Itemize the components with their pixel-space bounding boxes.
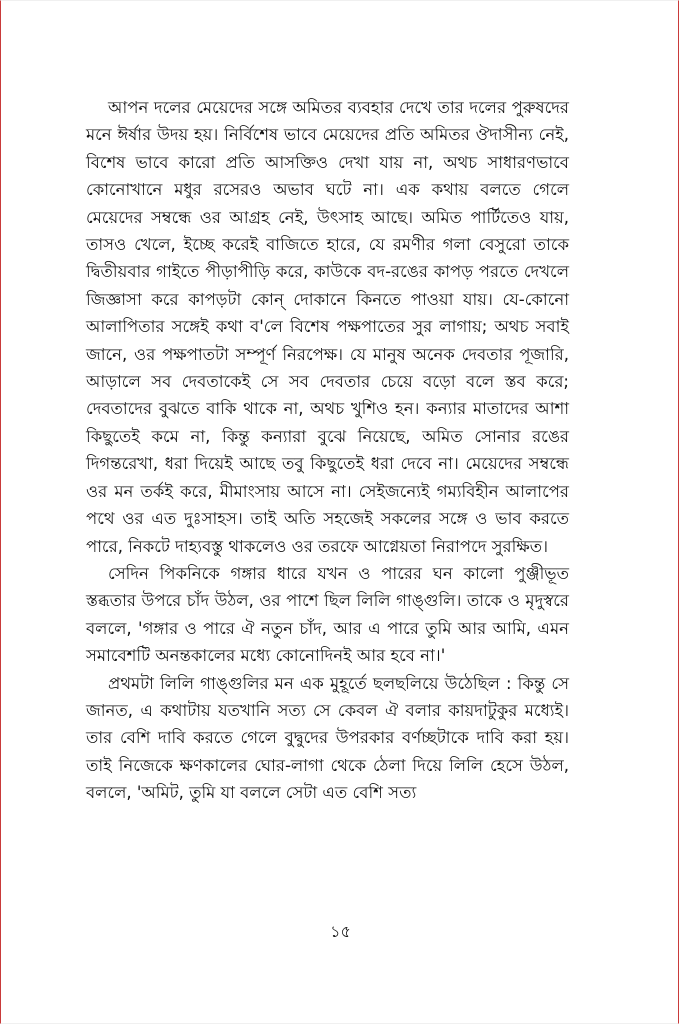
paragraph-2: সেদিন পিকনিকে গঙ্গার ধারে যখন ও পারের ঘন কালো পুঞ্জীভূত স্তব্ধতার উপরে চাঁদ উঠল, ওর পাশে ছিল লিলি গাঙ্গুলি। তাকে ও মৃদুস্বরে বললে, 'গঙ্গার ও পারে ঐ নতুন চাঁদ, আর এ পারে তুমি আর আমি, এমন সমাবেশটি অনন্তকালের মধ্যে কোনোদিনই আর হবে না।' (86, 563, 569, 666)
page-number: ১৫ (330, 922, 351, 941)
paragraph-3: প্রথমটা লিলি গাঙ্গুলির মন এক মুহূর্তে ছলছলিয়ে উঠেছিল : কিন্তু সে জানত, এ কথাটায় যতখানি সত্য সে কেবল ঐ বলার কায়দাটুকুর মধ্যেই। তার বেশি দাবি করতে গেলে বুদ্বুদের উপরকার বর্ণচ্ছটাকে দাবি করা হয়। তাই নিজেকে ক্ষণকালের ঘোর-লাগা থেকে ঠেলা দিয়ে লিলি হেসে উঠল, বললে, 'অমিট, তুমি যা বললে সেটা এত বেশি সত্য (86, 673, 569, 803)
body-text (86, 94, 569, 807)
paragraph-1: আপন দলের মেয়েদের সঙ্গে অমিতর ব্যবহার দেখে তার দলের পুরুষদের মনে ঈর্ষার উদয় হয়। নির্বিশেষ ভাবে মেয়েদের প্রতি অমিতর ঔদাসীন্য নেই, বিশেষ ভাবে কারো প্রতি আসক্তিও দেখা যায় না, অথচ সাধারণভাবে কোনোখানে মধুর রসেরও অভাব ঘটে না। এক কথায় বলতে গেলে মেয়েদের সম্বন্ধে ওর আগ্রহ নেই, উৎসাহ আছে। অমিত পার্টিতেও যায়, তাসও খেলে, ইচ্ছে করেই বাজিতে হারে, যে রমণীর গলা বেসুরো তাকে দ্বিতীয়বার গাইতে পীড়াপীড়ি করে, কাউকে বদ-রঙের কাপড় পরতে দেখলে জিজ্ঞাসা করে কাপড়টা কোন্ দোকানে কিনতে পাওয়া যায়। যে-কোনো আলাপিতার সঙ্গেই কথা ব'লে বিশেষ পক্ষপাতের সুর লাগায়; অথচ সবাই জানে, ওর পক্ষপাতটা সম্পূর্ণ নিরপেক্ষ। যে মানুষ অনেক দেবতার পূজারি, আড়ালে সব দেবতাকেই সে সব দেবতার চেয়ে বড়ো বলে স্তব করে; দেবতাদের বুঝতে বাকি থাকে না, অথচ খুশিও হন। কন্যার মাতাদের আশা কিছুতেই কমে না, কিন্তু কন্যারা বুঝে নিয়েছে, অমিত সোনার রঙের দিগন্তরেখা, ধরা দিয়েই আছে তবু কিছুতেই ধরা দেবে না। মেয়েদের সম্বন্ধে ওর মন তর্কই করে, মীমাংসায় আসে না। সেইজন্যেই গম্যবিহীন আলাপের পথে ওর এত দুঃসাহস। তাই অতি সহজেই সকলের সঙ্গে ও ভাব করতে পারে, নিকটে দাহ্যবস্তু থাকলেও ওর তরফে আগ্নেয়তা নিরাপদে সুরক্ষিত। (86, 98, 569, 556)
